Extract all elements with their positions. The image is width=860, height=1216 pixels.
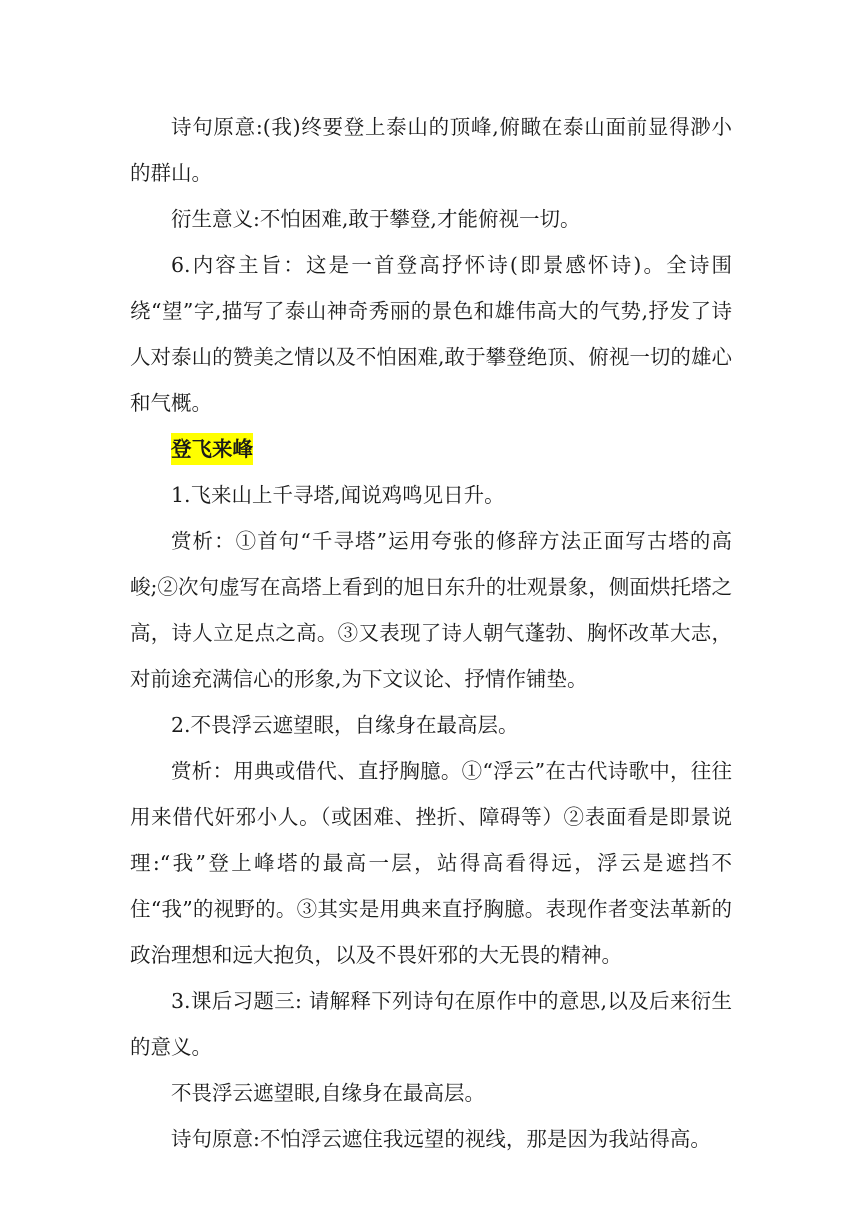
section-heading-text: 登飞来峰 — [171, 433, 253, 465]
paragraph-quoted-line: 不畏浮云遮望眼,自缘身在最高层。 — [171, 1081, 486, 1105]
paragraph-derived-meaning: 衍生意义:不怕困难,敢于攀登,才能俯视一切。 — [171, 207, 581, 231]
paragraph-poem-line-2: 2.不畏浮云遮望眼，自缘身在最高层。 — [171, 713, 519, 737]
paragraph-original-meaning-2: 诗句原意:不怕浮云遮住我远望的视线，那是因为我站得高。 — [171, 1127, 711, 1151]
paragraph-exercise: 3.课后习题三: 请解释下列诗句在原作中的意思,以及后来衍生的意义。 — [130, 989, 732, 1059]
paragraph-poem-line-1: 1.飞来山上千寻塔,闻说鸡鸣见日升。 — [171, 483, 505, 507]
paragraph-original-meaning: 诗句原意:(我)终要登上泰山的顶峰,俯瞰在泰山面前显得渺小的群山。 — [130, 115, 732, 185]
paragraph-analysis-2: 赏析：用典或借代、直抒胸臆。①“浮云”在古代诗歌中，往往用来借代奸邪小人。（或困难、挫折、障碍等）②表面看是即景说理:“我”登上峰塔的最高一层，站得高看得远，浮云是遮挡不住“我”的视野的。③其实是用典来直抒胸臆。表现作者变法革新的政治理想和远大抱负，以及不畏奸邪的大无畏的精神。 — [130, 759, 732, 967]
paragraph-analysis-1: 赏析：①首句“千寻塔”运用夸张的修辞方法正面写古塔的高峻;②次句虚写在高塔上看到的旭日东升的壮观景象，侧面烘托塔之高，诗人立足点之高。③又表现了诗人朝气蓬勃、胸怀改革大志，对前途充满信心的形象,为下文议论、抒情作铺垫。 — [130, 529, 732, 691]
section-heading — [130, 426, 732, 472]
document-body — [130, 104, 732, 1162]
paragraph-main-theme: 6.内容主旨：这是一首登高抒怀诗(即景感怀诗)。全诗围绕“望”字,描写了泰山神奇秀丽的景色和雄伟高大的气势,抒发了诗人对泰山的赞美之情以及不怕困难,敢于攀登绝顶、俯视一切的雄心和气概。 — [130, 253, 732, 415]
